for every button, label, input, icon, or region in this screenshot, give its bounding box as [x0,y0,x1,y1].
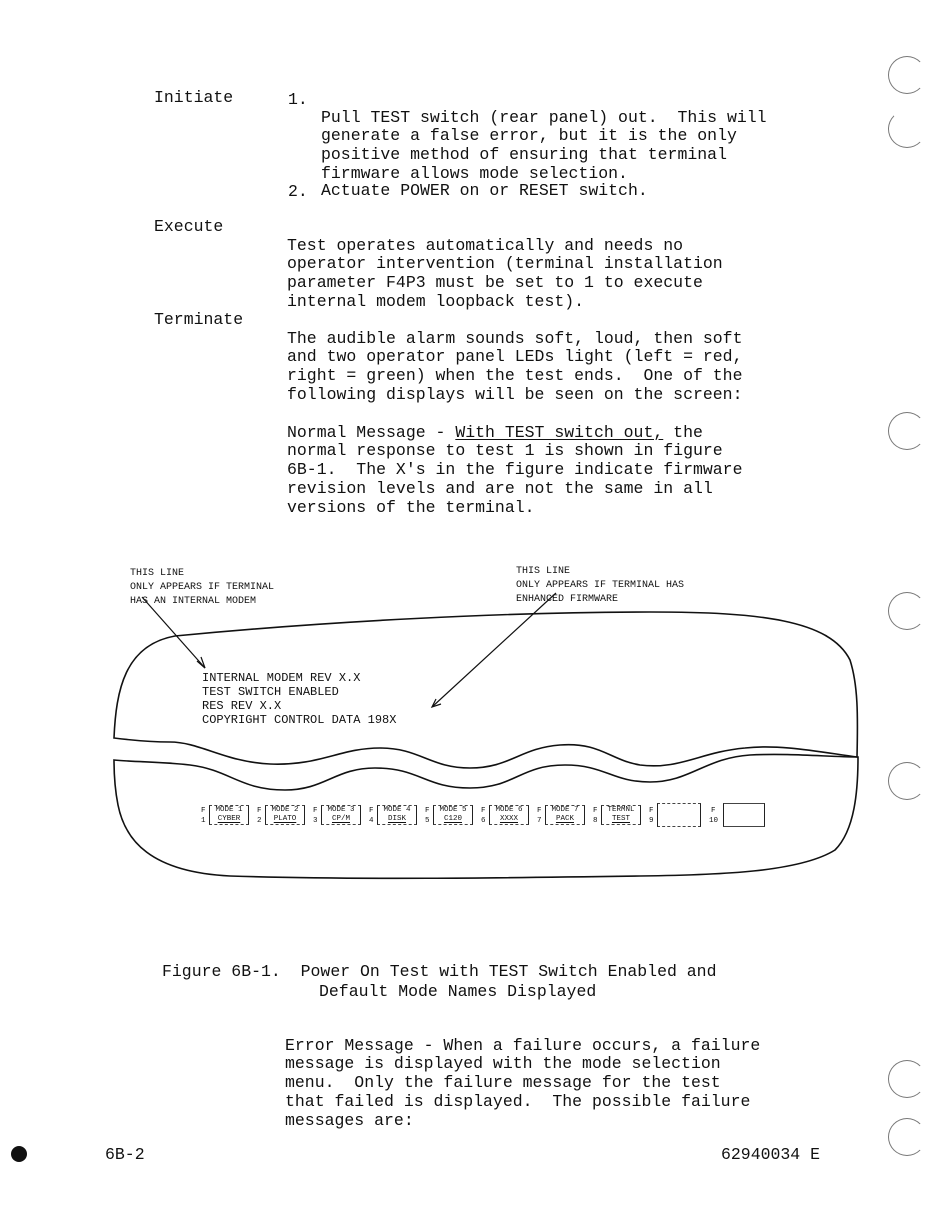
fkey-6-top: MODE 6 [495,806,523,814]
fkey-10-number: 10 [709,817,719,825]
normal-message-line: normal response to test 1 is shown in figure [287,441,723,461]
document-number: 62940034 E [721,1145,821,1164]
fkey-8-prefix: F [593,807,598,815]
fkey-7-number: 7 [537,817,542,825]
fkey-9-prefix: F [649,807,654,815]
step-2-number: 2. [288,182,308,201]
error-message-line: message is displayed with the mode selection [285,1054,721,1074]
page-number: 6B-2 [105,1145,145,1164]
fkey-4-box [377,805,417,825]
error-message-paragraph [285,1018,760,1149]
fkey-6-prefix: F [481,807,486,815]
normal-message-line: versions of the terminal. [287,497,535,517]
punch-mark [888,762,926,800]
fkey-1-bottom: CYBER [217,815,241,823]
fkey-5-number: 5 [425,817,430,825]
callout-left-line: ONLY APPEARS IF TERMINAL [130,582,275,593]
punch-mark [888,412,926,450]
fkey-9-number: 9 [649,817,654,825]
callout-right-line: ONLY APPEARS IF TERMINAL HAS [516,580,685,591]
normal-message-line: 6B-1. The X's in the figure indicate firmware [287,460,743,480]
screen-line-test-switch: TEST SWITCH ENABLED [202,685,339,699]
error-message-line: menu. Only the failure message for the test [285,1073,721,1093]
error-message-line: that failed is displayed. The possible failure [285,1091,751,1111]
fkey-3-bottom: CP/M [331,815,350,823]
fkey-5-bottom: C120 [443,815,462,823]
terminate-line: right = green) when the test ends. One of the [287,366,743,386]
fkey-5-prefix: F [425,807,430,815]
fkey-4-prefix: F [369,807,374,815]
fkey-6-number: 6 [481,817,486,825]
execute-line: Test operates automatically and needs no [287,235,684,255]
terminate-label: Terminate [154,310,244,329]
fkey-5-box [433,805,473,825]
fkey-4-bottom: DISK [387,815,406,823]
punch-mark [888,110,926,148]
figure-caption-line-2: Default Mode Names Displayed [319,982,597,1001]
fkey-7-box [545,805,585,825]
execute-line: parameter F4P3 must be set to 1 to execute [287,273,703,293]
fkey-1-prefix: F [201,807,206,815]
callout-left-arrow [142,597,205,668]
screen-line-modem: INTERNAL MODEM REV X.X [202,671,361,685]
fkey-2-bottom: PLATO [273,815,297,823]
fkey-4-number: 4 [369,817,374,825]
execute-label: Execute [154,217,224,236]
step-1-number: 1. [288,90,308,109]
fkey-2-prefix: F [257,807,262,815]
error-message-line: Error Message - When a failure occurs, a failure [285,1035,761,1055]
fkey-4-top: MODE 4 [383,806,411,814]
fkey-7-prefix: F [537,807,542,815]
screen-line-res-rev: RES REV X.X [202,699,282,713]
normal-message-suffix: the [663,422,703,442]
fkey-6-bottom: XXXX [499,815,518,823]
callout-left-line: HAS AN INTERNAL MODEM [130,596,257,607]
fkey-9-box [657,803,701,827]
execute-line: internal modem loopback test). [287,291,585,311]
fkey-3-box [321,805,361,825]
error-message-line: messages are: [285,1110,414,1130]
fkey-8-number: 8 [593,817,598,825]
fkey-8-bottom: TEST [611,815,630,823]
fkey-8-top: TERMNL [607,806,635,814]
callout-right-line: THIS LINE [516,566,571,577]
fkey-1-top: MODE 1 [215,806,243,814]
fkey-2-box [265,805,305,825]
step-2-text: Actuate POWER on or RESET switch. [321,181,648,200]
fkey-8-box [601,805,641,825]
terminate-line: The audible alarm sounds soft, loud, then soft [287,328,743,348]
callout-right-arrow [432,593,556,707]
terminate-line: following displays will be seen on the screen: [287,384,743,404]
binder-hole-dot [11,1146,27,1162]
punch-mark [888,1060,926,1098]
fkey-7-bottom: PACK [555,815,574,823]
punch-mark [888,592,926,630]
figure-caption-line-1: Figure 6B-1. Power On Test with TEST Switch Enabled and [162,962,717,981]
screen-text [202,657,396,755]
punch-mark [888,1118,926,1156]
fkey-1-box [209,805,249,825]
fkey-10-box [723,803,765,827]
punch-mark [888,56,926,94]
execute-line: operator intervention (terminal installation [287,254,723,274]
step-1-line: firmware allows mode selection. [321,163,628,183]
normal-message-line: revision levels and are not the same in all [287,478,713,498]
fkey-3-top: MODE 3 [327,806,355,814]
fkey-2-number: 2 [257,817,262,825]
step-1-line: generate a false error, but it is the only [321,126,737,146]
fkey-2-top: MODE 2 [271,806,299,814]
normal-message-underlined: With TEST switch out, [455,422,664,442]
terminate-line: and two operator panel LEDs light (left = red, [287,347,743,367]
callout-left-line: THIS LINE [130,568,185,579]
initiate-label: Initiate [154,88,234,107]
fkey-5-top: MODE 5 [439,806,467,814]
screen-line-copyright: COPYRIGHT CONTROL DATA 198X [202,713,397,727]
fkey-6-box [489,805,529,825]
fkey-10-prefix: F [711,807,716,815]
fkey-3-number: 3 [313,817,318,825]
fkey-7-top: MODE 7 [551,806,579,814]
step-1-line: Pull TEST switch (rear panel) out. This will [321,107,767,127]
normal-message-prefix: Normal Message - [287,422,456,442]
fkey-1-number: 1 [201,817,206,825]
callout-right-line: ENHANCED FIRMWARE [516,594,619,605]
fkey-3-prefix: F [313,807,318,815]
step-1-line: positive method of ensuring that terminal [321,145,727,165]
